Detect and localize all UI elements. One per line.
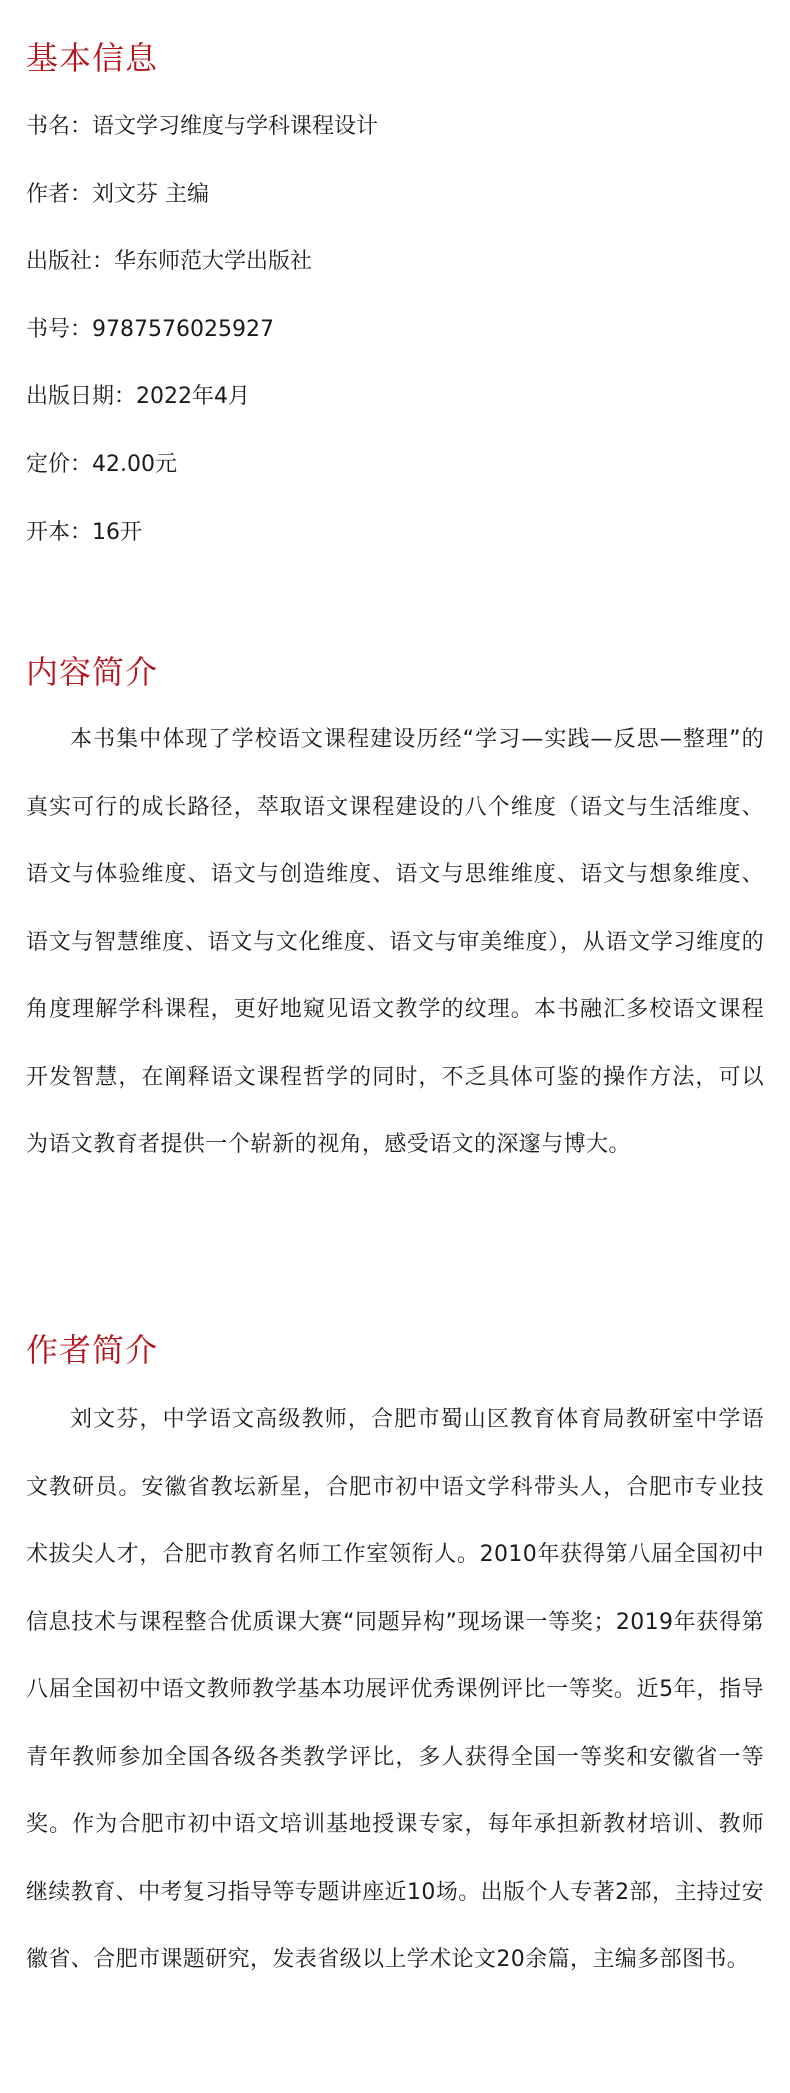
book-title-row: 书名：语文学习维度与学科课程设计 (26, 114, 379, 139)
content-intro-heading: 内容简介 (26, 653, 159, 691)
format-row: 开本：16开 (26, 519, 142, 545)
isbn-row: 书号：9787576025927 (26, 316, 274, 342)
basic-info-heading: 基本信息 (26, 39, 159, 77)
publish-date-row: 出版日期：2022年4月 (26, 384, 250, 410)
price-row: 定价：42.00元 (26, 451, 177, 477)
publisher-row: 出版社：华东师范大学出版社 (26, 249, 313, 275)
author-intro-paragraph: 刘文芬，中学语文高级教师，合肥市蜀山区教育体育局教研室中学语文教研员。安徽省教坛新星，合肥市初中语文学科带头人，合肥市专业技术拔尖人才，合肥市教育名师工作室领衔人。2010年获得第八届全国初中信息技术与课程整合优质课大赛“同题异构”现场课一等奖；2019年获得第八届全国初中语文教师教学基本功展评优秀课例评比一等奖。近5年，指导青年教师参加全国各级各类教学评比，多人获得全国一等奖和安徽省一等奖。作为合肥市初中语文培训基地授课专家，每年承担新教材培训、教师继续教育、中考复习指导等专题讲座近10场。出版个人专著2部，主持过安徽省、合肥市课题研究，发表省级以上学术论文20余篇，主编多部图书。 (26, 1407, 764, 1972)
basic-info-list (26, 112, 764, 585)
author-row: 作者：刘文芬 主编 (26, 181, 209, 207)
content-intro-paragraph: 本书集中体现了学校语文课程建设历经“学习—实践—反思—整理”的真实可行的成长路径，萃取语文课程建设的八个维度（语文与生活维度、语文与体验维度、语文与创造维度、语文与思维维度、语文与想象维度、语文与智慧维度、语文与文化维度、语文与审美维度），从语文学习维度的角度理解学科课程，更好地窥见语文教学的纹理。本书融汇多校语文课程开发智慧，在阐释语文课程哲学的同时，不乏具体可鉴的操作方法，可以为语文教育者提供一个崭新的视角，感受语文的深邃与博大。 (26, 727, 764, 1157)
author-intro-heading: 作者简介 (26, 1331, 159, 1369)
